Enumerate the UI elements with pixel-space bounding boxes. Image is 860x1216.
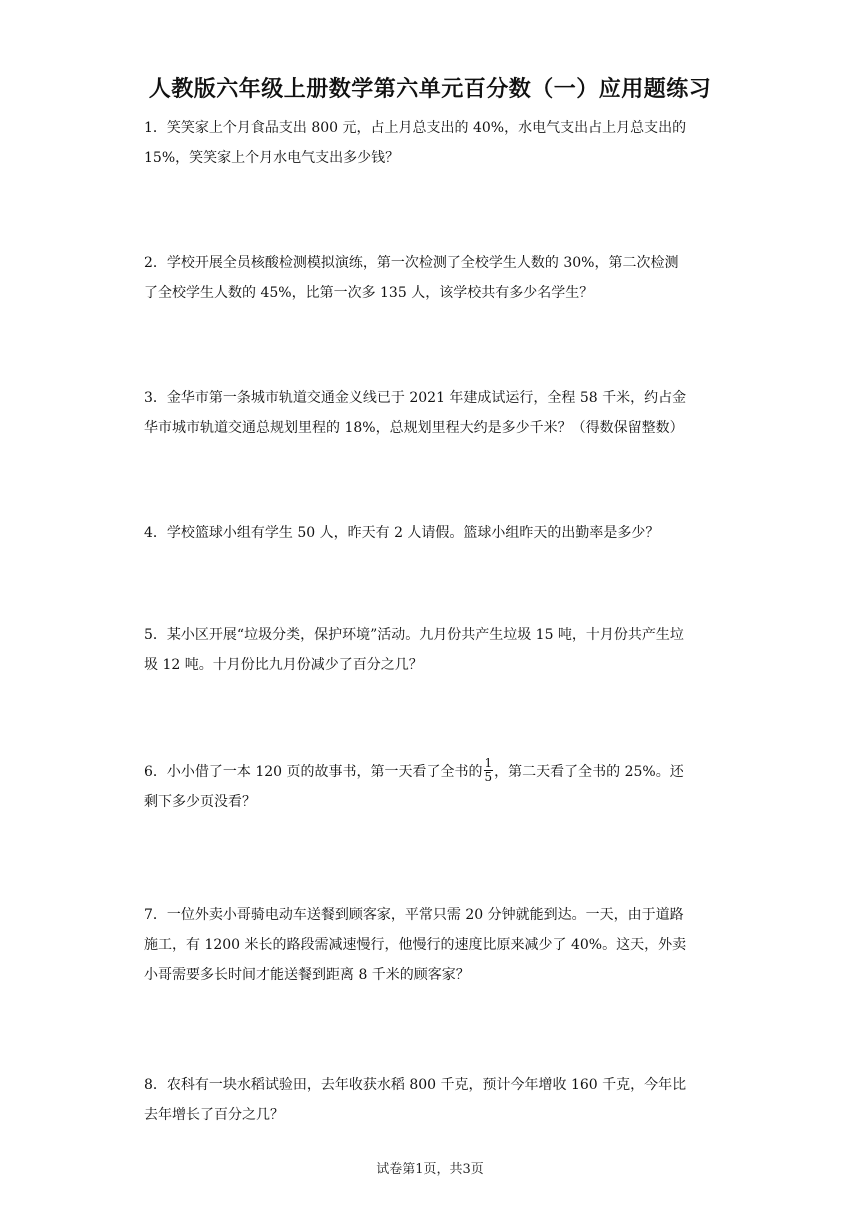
- question-4-line-1: 4．学校篮球小组有学生 50 人，昨天有 2 人请假。篮球小组昨天的出勤率是多少？: [144, 525, 660, 541]
- question-1-line-1: 1．笑笑家上个月食品支出 800 元，占上月总支出的 40%，水电气支出占上月总支出的: [144, 120, 687, 136]
- question-6-line-2: 剩下多少页没看？: [144, 794, 256, 810]
- fraction-numerator: 1: [484, 755, 493, 770]
- question-2: [144, 248, 724, 308]
- question-6-text-after: ，第二天看了全书的 25%。还: [494, 764, 684, 780]
- question-4: [144, 518, 724, 548]
- question-6-text-before: 6．小小借了一本 120 页的故事书，第一天看了全书的: [144, 764, 483, 780]
- question-8-line-1: 8．农科有一块水稻试验田，去年收获水稻 800 千克，预计今年增收 160 千克，今年比: [144, 1077, 687, 1093]
- question-2-line-2: 了全校学生人数的 45%，比第一次多 135 人，该学校共有多少名学生？: [144, 285, 594, 301]
- question-1: [144, 113, 724, 173]
- question-8-line-2: 去年增长了百分之几？: [144, 1107, 284, 1123]
- fraction: [484, 757, 494, 784]
- question-7: [144, 900, 724, 990]
- page-footer: 试卷第1页，共3页: [376, 1162, 484, 1177]
- question-5-line-2: 圾 12 吨。十月份比九月份减少了百分之几？: [144, 657, 423, 673]
- question-7-line-3: 小哥需要多长时间才能送餐到距离 8 千米的顾客家？: [144, 967, 470, 983]
- question-8: [144, 1070, 724, 1130]
- fraction-denominator: 5: [484, 769, 493, 784]
- question-6-line-1: [144, 757, 724, 787]
- question-7-line-2: 施工，有 1200 米长的路段需减速慢行，他慢行的速度比原来减少了 40%。这天，外卖: [144, 937, 687, 953]
- question-2-line-1: 2．学校开展全员核酸检测模拟演练，第一次检测了全校学生人数的 30%，第二次检测: [144, 255, 679, 271]
- page-title: 人教版六年级上册数学第六单元百分数（一）应用题练习: [148, 77, 712, 102]
- question-5: [144, 620, 724, 680]
- question-3-line-1: 3．金华市第一条城市轨道交通金义线已于 2021 年建成试运行，全程 58 千米，约占金: [144, 390, 687, 406]
- question-7-line-1: 7．一位外卖小哥骑电动车送餐到顾客家，平常只需 20 分钟就能到达。一天，由于道路: [144, 907, 684, 923]
- question-6: [144, 757, 724, 817]
- question-3-line-2: 华市城市轨道交通总规划里程的 18%，总规划里程大约是多少千米？（得数保留整数）: [144, 420, 684, 436]
- question-3: [144, 383, 724, 443]
- question-1-line-2: 15%，笑笑家上个月水电气支出多少钱？: [144, 150, 400, 166]
- question-5-line-1: 5．某小区开展“垃圾分类，保护环境”活动。九月份共产生垃圾 15 吨，十月份共产生垃: [144, 627, 684, 643]
